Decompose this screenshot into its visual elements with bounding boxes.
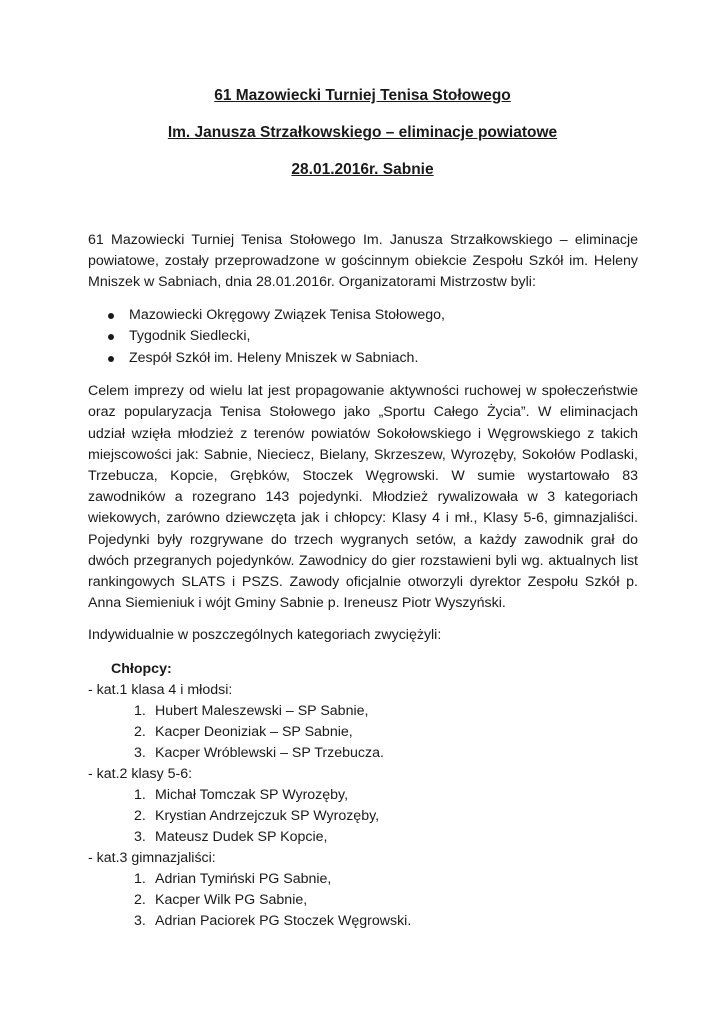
list-item: 3. Mateusz Dudek SP Kopcie, xyxy=(134,828,328,845)
intro-paragraph: 61 Mazowiecki Turniej Tenisa Stołowego Im. Janusza Strzałkowskiego – eliminacje powiatowe, zostały przeprowadzone w gościnnym obiekcie Zespołu Szkół im. Heleny Mniszek w Sabniach, dnia 28.01.2016r. Organizatorami Mistrzostw byli: xyxy=(88,232,638,291)
description-paragraph: Celem imprezy od wielu lat jest propagowanie aktywności ruchowej w społeczeństwie oraz popularyzacja Tenisa Stołowego jako „Sportu Całego Życia”. W eliminacjach udział wzięła młodzież z terenów powiatów Sokołowskiego i Węgrowskiego z takich miejscowości jak: Sabnie, Nieciecz, Bielany, Skrzeszew, Wyrozęby, Sokołów Podlaski, Trzebucza, Kopcie, Grębków, Stoczek Węgrowski. W sumie wystartowało 83 zawodników a rozegrano 143 pojedynki. Młodzież rywalizowała w 3 kategoriach wiekowych, zarówno dziewczęta jak i chłopcy: Klasy 4 i mł., Klasy 5-6, gimnazjaliści. Pojedynki były rozgrywane do trzech wygranych setów, a każdy zawodnik grał do dwóch przegranych pojedynków. Zawodnicy do gier rozstawieni byli wg. aktualnych list rankingowych SLATS i PSZS. Zawody oficjalnie otworzyli dyrektor Zespołu Szkół p. Anna Siemieniuk i wójt Gminy Sabnie p. Ireneusz Piotr Wyszyński. xyxy=(88,383,638,612)
bullet-icon xyxy=(108,356,114,362)
category-label: - kat.3 gimnazjaliści: xyxy=(88,849,216,866)
list-item: 3. Adrian Paciorek PG Stoczek Węgrowski. xyxy=(134,912,412,929)
bullet-icon xyxy=(108,313,114,319)
boys-heading: Chłopcy: xyxy=(111,660,172,677)
category-label: - kat.1 klasa 4 i młodsi: xyxy=(88,681,233,698)
results-section xyxy=(88,659,638,932)
list-item: Zespół Szkół im. Heleny Mniszek w Sabniach. xyxy=(88,348,638,370)
list-item: 1. Hubert Maleszewski – SP Sabnie, xyxy=(134,702,369,719)
category-label: - kat.2 klasy 5-6: xyxy=(88,765,193,782)
list-item: Tygodnik Siedlecki, xyxy=(88,326,638,348)
list-item: 2. Kacper Wilk PG Sabnie, xyxy=(134,891,308,908)
list-item: 2. Krystian Andrzejczuk SP Wyrozęby, xyxy=(134,807,380,824)
document-header xyxy=(0,86,725,197)
list-item: 1. Adrian Tymiński PG Sabnie, xyxy=(134,870,332,887)
results-intro: Indywidualnie w poszczególnych kategoriach zwyciężyli: xyxy=(88,627,442,644)
title-tournament: 61 Mazowiecki Turniej Tenisa Stołowego xyxy=(214,87,511,104)
category-results xyxy=(111,701,638,764)
category-results xyxy=(111,785,638,848)
list-item: 3. Kacper Wróblewski – SP Trzebucza. xyxy=(134,744,384,761)
category-results xyxy=(111,869,638,932)
organizers-list xyxy=(88,305,638,370)
title-patron: Im. Janusza Strzałkowskiego – eliminacje powiatowe xyxy=(167,124,558,141)
list-item: 1. Michał Tomczak SP Wyrozęby, xyxy=(134,786,349,803)
document-body xyxy=(88,230,638,932)
title-date-place: 28.01.2016r. Sabnie xyxy=(291,161,434,178)
list-item: 2. Kacper Deoniziak – SP Sabnie, xyxy=(134,723,353,740)
bullet-icon xyxy=(108,334,114,340)
list-item: Mazowiecki Okręgowy Związek Tenisa Stołowego, xyxy=(88,305,638,327)
